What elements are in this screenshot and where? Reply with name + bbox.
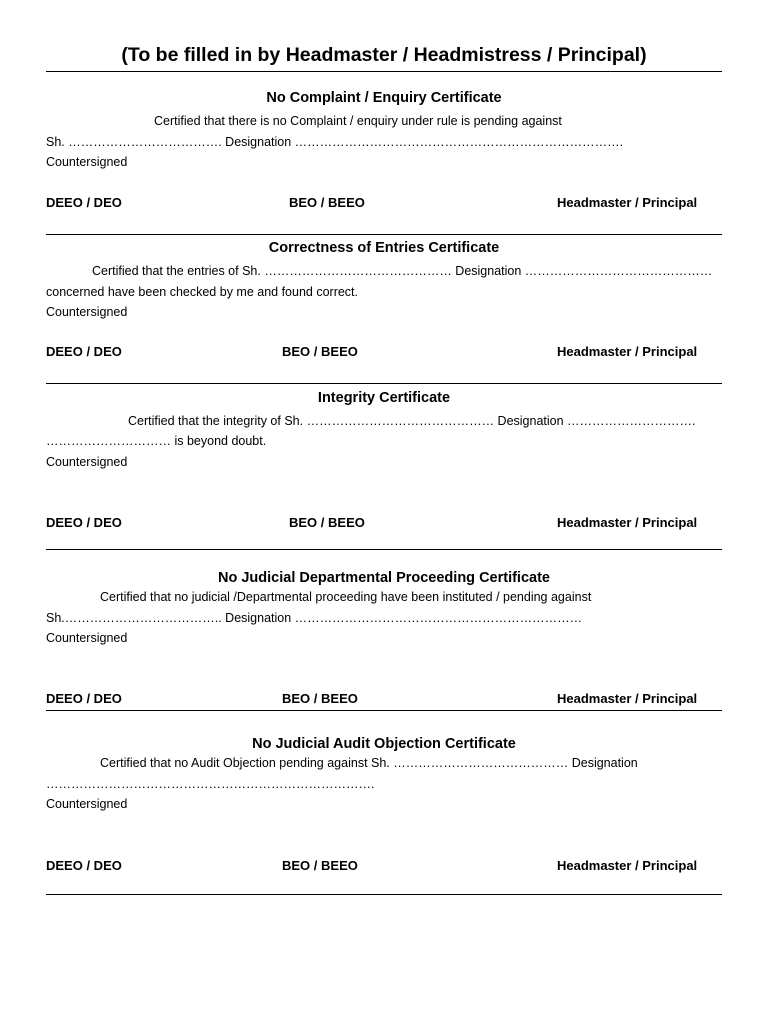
no-complaint-certificate-title: No Complaint / Enquiry Certificate xyxy=(266,90,502,106)
signatory-beo-beeo: BEO / BEEO xyxy=(282,691,358,706)
signatory-headmaster-principal: Headmaster / Principal xyxy=(557,344,698,359)
departmental-countersigned: Countersigned xyxy=(46,631,128,645)
signatory-deeo-deo: DEEO / DEO xyxy=(46,344,122,359)
no-judicial-audit-objection-title: No Judicial Audit Objection Certificate xyxy=(252,736,516,752)
signatory-headmaster-principal: Headmaster / Principal xyxy=(557,195,698,210)
integrity-certificate-title: Integrity Certificate xyxy=(317,390,451,406)
page-title: (To be filled in by Headmaster / Headmistress / Principal) xyxy=(121,44,647,66)
signatory-beo-beeo: BEO / BEEO xyxy=(289,515,365,530)
signatory-beo-beeo: BEO / BEEO xyxy=(282,858,358,873)
title-rule xyxy=(46,71,722,72)
signatory-beo-beeo: BEO / BEEO xyxy=(289,195,365,210)
signatory-deeo-deo: DEEO / DEO xyxy=(46,515,122,530)
section-divider xyxy=(46,234,722,235)
departmental-line-1: Certified that no judicial /Departmental proceeding have been instituted / pending against xyxy=(100,590,592,604)
signatory-headmaster-principal: Headmaster / Principal xyxy=(557,858,698,873)
integrity-line-2: ………………………… is beyond doubt. xyxy=(46,434,267,448)
correctness-line-2: concerned have been checked by me and found correct. xyxy=(46,285,359,299)
section-divider xyxy=(46,710,722,711)
integrity-countersigned: Countersigned xyxy=(46,455,128,469)
correctness-of-entries-title: Correctness of Entries Certificate xyxy=(268,240,500,256)
no-complaint-countersigned: Countersigned xyxy=(46,155,128,169)
correctness-line-1: Certified that the entries of Sh. ……………………………………… Designation ……………………………………… xyxy=(92,264,713,278)
signatory-headmaster-principal: Headmaster / Principal xyxy=(557,515,698,530)
signatory-beo-beeo: BEO / BEEO xyxy=(282,344,358,359)
signatory-deeo-deo: DEEO / DEO xyxy=(46,691,122,706)
audit-line-1: Certified that no Audit Objection pending against Sh. …………………………………… Designation xyxy=(100,756,638,770)
no-complaint-line-1: Certified that there is no Complaint / enquiry under rule is pending against xyxy=(154,114,562,128)
signatory-deeo-deo: DEEO / DEO xyxy=(46,195,122,210)
signatory-deeo-deo: DEEO / DEO xyxy=(46,858,122,873)
no-judicial-departmental-proceeding-title: No Judicial Departmental Proceeding Certificate xyxy=(218,570,550,586)
no-complaint-line-2: Sh. ………………………………. Designation ……………………………………………………………………. xyxy=(46,135,624,149)
section-divider xyxy=(46,549,722,550)
correctness-countersigned: Countersigned xyxy=(46,305,128,319)
audit-line-2: ……………………………………………………………………. xyxy=(46,777,375,791)
integrity-line-1: Certified that the integrity of Sh. ……………………………………… Designation …………………………. xyxy=(128,414,696,428)
signatory-headmaster-principal: Headmaster / Principal xyxy=(557,691,698,706)
departmental-line-2: Sh.……………………………….. Designation …………………………………………………………… xyxy=(46,611,583,625)
section-divider xyxy=(46,383,722,384)
audit-countersigned: Countersigned xyxy=(46,797,128,811)
bottom-rule xyxy=(46,894,722,895)
